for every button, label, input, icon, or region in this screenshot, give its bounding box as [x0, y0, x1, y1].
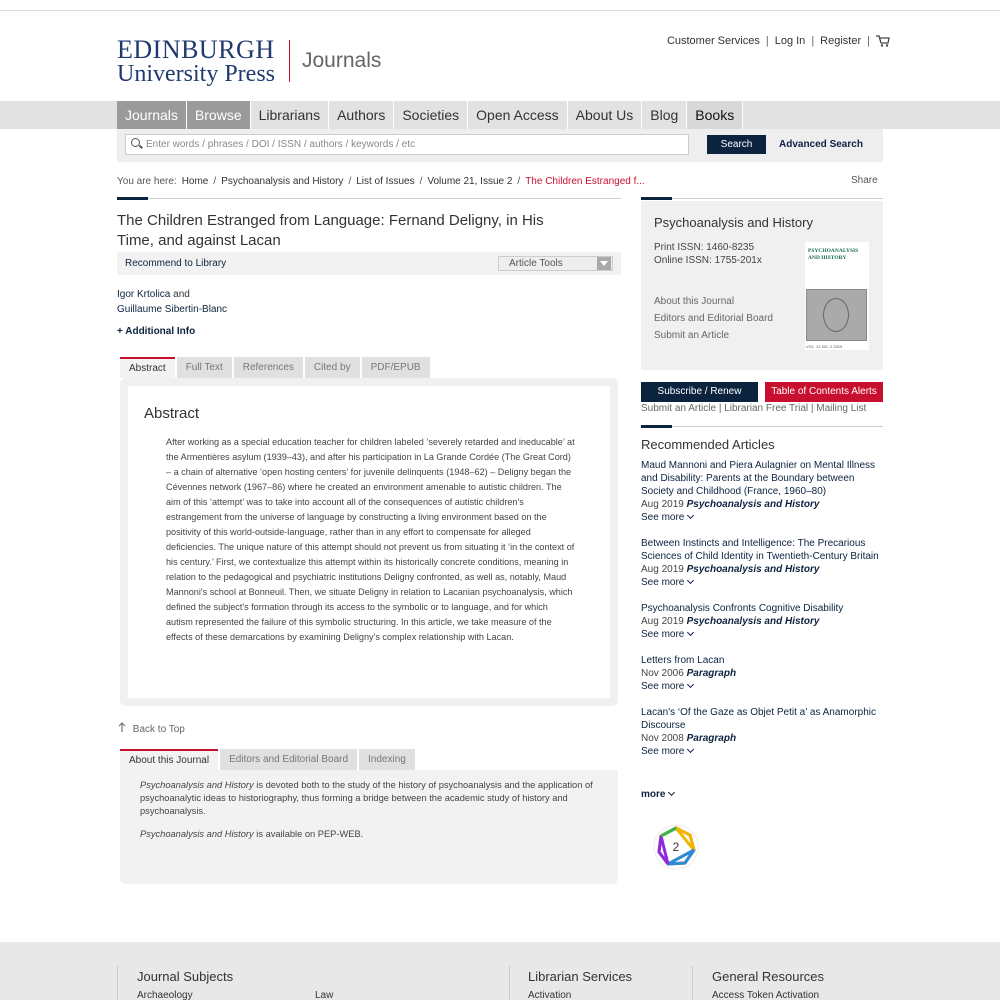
editorial-board-link[interactable]: Editors and Editorial Board [654, 313, 773, 324]
recommended-title[interactable]: Letters from Lacan [641, 655, 725, 666]
main-nav [117, 101, 743, 129]
footer-link-archaeology[interactable]: Archaeology [137, 990, 193, 1000]
about-p2: is available on [253, 829, 318, 839]
register-link[interactable]: Register [820, 35, 862, 47]
divider [117, 198, 621, 199]
tab-pdf-epub[interactable]: PDF/EPUB [362, 357, 430, 378]
share-button[interactable]: Share [851, 175, 878, 186]
footer-divider [117, 966, 118, 1000]
about-journal-link[interactable]: About this Journal [654, 296, 735, 307]
see-more-toggle[interactable] [641, 745, 886, 759]
recommended-meta [641, 563, 886, 576]
recommended-journal[interactable]: Paragraph [686, 733, 737, 744]
journal-name-italic: Psychoanalysis and History [140, 780, 254, 790]
recommended-journal[interactable]: Psychoanalysis and History [686, 499, 820, 510]
utility-nav [667, 35, 890, 47]
recommended-journal[interactable]: Paragraph [686, 668, 737, 679]
tab-editors[interactable]: Editors and Editorial Board [220, 749, 357, 770]
issn-info [654, 241, 762, 267]
chevron-down-icon [687, 681, 694, 688]
eup-logo[interactable] [117, 35, 275, 87]
recommended-date: Aug 2019 [641, 564, 684, 575]
journal-name[interactable]: Psychoanalysis and History [654, 215, 813, 230]
breadcrumb-home[interactable]: Home [181, 176, 209, 187]
separator: | [811, 35, 815, 47]
journal-links [654, 293, 773, 344]
back-to-top-link[interactable] [118, 722, 185, 735]
divider [641, 198, 883, 199]
article-tools-dropdown[interactable]: Article Tools [498, 256, 613, 271]
recommended-title[interactable]: Between Instincts and Intelligence: The Precarious Sciences of Child Identity in Twentieth-Century Britain [641, 538, 879, 562]
separator: / [213, 176, 217, 187]
list-item [641, 537, 886, 590]
logo-line2: University Press [117, 61, 275, 87]
breadcrumb-issues[interactable]: List of Issues [356, 176, 415, 187]
divider-accent [641, 425, 672, 428]
divider [641, 426, 883, 427]
author-and: and [173, 289, 190, 300]
separator: | [765, 35, 769, 47]
author-link[interactable]: Guillaume Sibertin-Blanc [117, 304, 228, 315]
more-label: more [641, 789, 666, 800]
see-more-toggle[interactable] [641, 680, 886, 694]
search-icon [131, 138, 140, 147]
list-item [641, 654, 886, 694]
nav-open-access[interactable]: Open Access [468, 101, 568, 129]
list-item [641, 706, 886, 759]
print-issn: Print ISSN: 1460-8235 [654, 242, 755, 253]
recommended-meta [641, 615, 886, 628]
chevron-down-icon [687, 746, 694, 753]
see-more-toggle[interactable] [641, 576, 886, 590]
breadcrumb [117, 176, 645, 187]
altmetric-score: 2 [672, 840, 680, 854]
additional-info-toggle[interactable]: + Additional Info [117, 326, 196, 337]
recommended-journal[interactable]: Psychoanalysis and History [686, 616, 820, 627]
article-title: The Children Estranged from Language: Fernand Deligny, in His Time, and against Lacan [117, 212, 544, 249]
footer-link-law[interactable]: Law [315, 990, 334, 1000]
chevron-down-icon [687, 629, 694, 636]
breadcrumb-volume[interactable]: Volume 21, Issue 2 [427, 176, 513, 187]
separator: / [348, 176, 352, 187]
login-link[interactable]: Log In [774, 35, 806, 47]
recommended-list [641, 459, 886, 771]
submit-article-link[interactable]: Submit an Article [654, 330, 730, 341]
see-more-label: See more [641, 681, 685, 692]
cover-image [806, 289, 867, 341]
footer-heading-resources: General Resources [712, 969, 824, 984]
separator: | [867, 35, 870, 47]
footer-link-activation[interactable]: Activation [528, 990, 572, 1000]
see-more-toggle[interactable] [641, 511, 886, 525]
recommended-date: Aug 2019 [641, 616, 684, 627]
recommended-title[interactable]: Lacan's ‘Of the Gaze as Objet Petit a’ as Anamorphic Discourse [641, 707, 876, 731]
cart-icon[interactable] [876, 35, 890, 47]
see-more-label: See more [641, 512, 685, 523]
search-button[interactable]: Search [707, 135, 766, 154]
tab-abstract[interactable]: Abstract [120, 357, 175, 378]
footer-divider [509, 966, 510, 1000]
cover-title: PSYCHOANALYSIS AND HISTORY [808, 248, 859, 261]
tab-about-journal[interactable]: About this Journal [120, 749, 218, 770]
nav-societies[interactable]: Societies [394, 101, 468, 129]
about-p2-end: . [360, 829, 364, 839]
breadcrumb-prefix: You are here: [117, 176, 177, 187]
abstract-heading: Abstract [144, 405, 200, 422]
recommended-date: Aug 2019 [641, 499, 684, 510]
breadcrumb-current: The Children Estranged f... [525, 176, 645, 187]
recommended-meta [641, 667, 886, 680]
nav-journals[interactable]: Journals [117, 101, 187, 129]
chevron-down-icon [687, 577, 694, 584]
journal-info-tabs [120, 749, 415, 770]
top-divider [0, 10, 1000, 11]
recommended-date: Nov 2006 [641, 668, 684, 679]
breadcrumb-journal[interactable]: Psychoanalysis and History [221, 176, 344, 187]
footer-heading-librarian: Librarian Services [528, 969, 633, 984]
nav-authors[interactable]: Authors [329, 101, 394, 129]
abstract-text: After working as a special education teacher for children labeled ‘severely retarded and ineducable’ at the Armentières asylum (1939–43), and after his participation in La Grande Cordée (The Great Cord) – a chain of alternative ‘open hosting centers’ for juvenile delinquents (1948–62) – Deligny began the Cévennes network (1967–86) where he created an environment amenable to autistic children. The aim of this ‘attempt’ was to take into account all of the consequences of autistic children's estrangement from the universe of language by constructing a living environment based on the positivity of this world-outside-language, rather than in any effort to compensate for alleged deficiencies. The unique nature of this attempt should not prevent us from situating it ‘in the context of his century.’ First, we contextualize this attempt within its historically concrete conditions, meaning in relation to the pedagogical and psychiatric institutions Deligny confronted, as well as, notably, Maud Mannoni's school at Bonneuil. Then, we situate Deligny in relation to Lacanian psychoanalysis, which defined the subject's formation through its access to the symbolic or to language, and for which autism represented the failure of this symbolic structuring. In this article, we take measure of the effects of these demarcations by examining Deligny's complex relationship with Lacan. [166, 437, 575, 642]
tab-references[interactable]: References [234, 357, 303, 378]
arrow-up-icon [118, 722, 128, 735]
see-more-label: See more [641, 629, 685, 640]
logo-divider [289, 40, 290, 82]
recommend-to-library-link[interactable]: Recommend to Library [125, 258, 227, 269]
see-more-toggle[interactable] [641, 628, 886, 642]
advanced-search-link[interactable]: Advanced Search [779, 139, 863, 150]
subscribe-button[interactable]: Subscribe / Renew [641, 382, 758, 402]
list-item [641, 602, 886, 642]
chevron-down-icon [597, 257, 611, 270]
search-input[interactable]: Enter words / phrases / DOI / ISSN / authors / keywords / etc [125, 134, 689, 155]
more-recommended-link[interactable] [641, 789, 674, 800]
see-more-label: See more [641, 746, 685, 757]
nav-blog[interactable]: Blog [642, 101, 687, 129]
divider-accent [117, 197, 148, 200]
list-item [641, 459, 886, 525]
recommended-meta [641, 498, 886, 511]
recommended-journal[interactable]: Psychoanalysis and History [686, 564, 820, 575]
back-to-top-label: Back to Top [132, 724, 185, 735]
customer-services-link[interactable]: Customer Services [666, 35, 760, 47]
footer-heading-subjects: Journal Subjects [137, 969, 234, 984]
see-more-label: See more [641, 577, 685, 588]
tab-indexing[interactable]: Indexing [359, 749, 415, 770]
divider-accent [641, 197, 672, 200]
separator: / [517, 176, 521, 187]
nav-browse[interactable]: Browse [187, 101, 251, 129]
author-link[interactable]: Igor Krtolica [117, 289, 171, 300]
cover-issue-label: VOL. 21 NO. 2 2019 [806, 344, 843, 349]
online-issn: Online ISSN: 1755-201x [654, 255, 762, 266]
logo-line1: EDINBURGH [117, 35, 275, 64]
journal-name-italic: Psychoanalysis and History [140, 829, 254, 839]
recommended-title[interactable]: Maud Mannoni and Piera Aulagnier on Mental Illness and Disability: Parents at the Boundary between Society and Childhood (France, 1960–80) [641, 460, 876, 497]
chevron-down-icon [668, 789, 675, 796]
pep-web-link[interactable]: PEP-WEB [317, 829, 361, 839]
recommended-date: Nov 2008 [641, 733, 684, 744]
toc-alerts-button[interactable]: Table of Contents Alerts [765, 382, 883, 402]
recommended-heading: Recommended Articles [641, 437, 775, 452]
footer-divider [692, 966, 693, 1000]
article-tabs [120, 357, 430, 378]
author-list [117, 287, 227, 317]
nav-books[interactable]: Books [687, 101, 743, 129]
tab-cited-by[interactable]: Cited by [305, 357, 360, 378]
separator: / [419, 176, 423, 187]
footer-link-access-token[interactable]: Access Token Activation [712, 990, 820, 1000]
recommended-title[interactable]: Psychoanalysis Confronts Cognitive Disability [641, 603, 844, 614]
recommended-meta [641, 732, 886, 745]
about-journal-text [140, 779, 610, 851]
sidebar-sublinks[interactable]: Submit an Article | Librarian Free Trial | Mailing List [641, 403, 867, 414]
tab-full-text[interactable]: Full Text [177, 357, 232, 378]
nav-about-us[interactable]: About Us [568, 101, 643, 129]
logo-journals: Journals [302, 49, 382, 72]
nav-librarians[interactable]: Librarians [251, 101, 329, 129]
chevron-down-icon [687, 512, 694, 519]
about-p1: is devoted both to the study of the history of psychoanalysis and the application of psychoanalytic ideas to historiography, thus forming a bridge between the academic study of history and psychoanalysis. [140, 780, 593, 816]
